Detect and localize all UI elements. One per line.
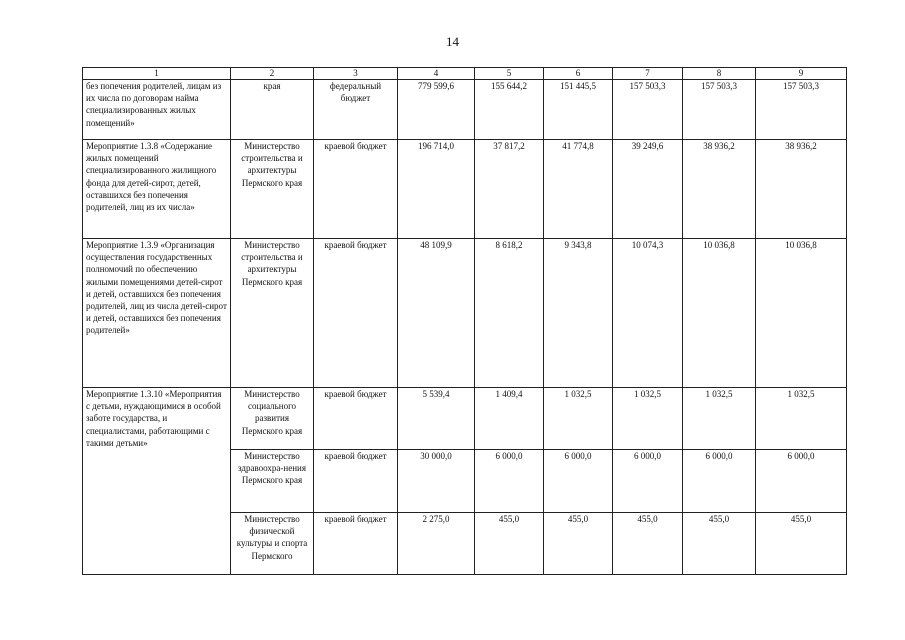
table-row	[83, 80, 847, 140]
source-cell: федеральный бюджет	[314, 80, 398, 140]
header-cell: 3	[314, 68, 398, 80]
executor-cell: края	[231, 80, 314, 140]
value-cell: 48 109,9	[398, 239, 475, 388]
value-cell: 779 599,6	[398, 80, 475, 140]
header-cell: 7	[613, 68, 683, 80]
value-cell: 41 774,8	[544, 140, 613, 239]
value-cell: 8 618,2	[475, 239, 544, 388]
value-cell: 5 539,4	[398, 388, 475, 450]
source-cell: краевой бюджет	[314, 140, 398, 239]
value-cell: 1 032,5	[544, 388, 613, 450]
measure-name-cell: Мероприятие 1.3.10 «Мероприятия с детьми, нуждающимися в особой заботе государства, и специалистами, работающими с такими детьми»	[83, 388, 231, 575]
source-cell: краевой бюджет	[314, 388, 398, 450]
table-row	[83, 388, 847, 450]
value-cell: 1 409,4	[475, 388, 544, 450]
measure-name-cell: Мероприятие 1.3.8 «Содержание жилых помещений специализированного жилищного фонда для детей-сирот, детей, оставшихся без попечения родителей, лиц из их числа»	[83, 140, 231, 239]
value-cell: 6 000,0	[544, 450, 613, 513]
executor-cell: Министерство строительства и архитектуры Пермского края	[231, 239, 314, 388]
value-cell: 6 000,0	[756, 450, 847, 513]
executor-cell: Министерство строительства и архитектуры Пермского края	[231, 140, 314, 239]
header-cell: 8	[683, 68, 756, 80]
value-cell: 151 445,5	[544, 80, 613, 140]
value-cell: 157 503,3	[756, 80, 847, 140]
header-cell: 9	[756, 68, 847, 80]
value-cell: 6 000,0	[475, 450, 544, 513]
value-cell: 39 249,6	[613, 140, 683, 239]
value-cell: 10 036,8	[683, 239, 756, 388]
value-cell: 455,0	[475, 513, 544, 575]
source-cell: краевой бюджет	[314, 450, 398, 513]
value-cell: 455,0	[756, 513, 847, 575]
value-cell: 37 817,2	[475, 140, 544, 239]
header-cell: 1	[83, 68, 231, 80]
measure-name-cell: без попечения родителей, лицам из их числа по договорам найма специализированных жилых помещений»	[83, 80, 231, 140]
value-cell: 1 032,5	[683, 388, 756, 450]
value-cell: 10 074,3	[613, 239, 683, 388]
value-cell: 455,0	[613, 513, 683, 575]
value-cell: 196 714,0	[398, 140, 475, 239]
source-cell: краевой бюджет	[314, 239, 398, 388]
value-cell: 2 275,0	[398, 513, 475, 575]
budget-table	[82, 67, 847, 575]
value-cell: 6 000,0	[613, 450, 683, 513]
source-cell: краевой бюджет	[314, 513, 398, 575]
table-row	[83, 239, 847, 388]
value-cell: 455,0	[544, 513, 613, 575]
value-cell: 155 644,2	[475, 80, 544, 140]
value-cell: 38 936,2	[683, 140, 756, 239]
value-cell: 38 936,2	[756, 140, 847, 239]
table-row	[83, 140, 847, 239]
value-cell: 30 000,0	[398, 450, 475, 513]
value-cell: 157 503,3	[683, 80, 756, 140]
executor-cell: Министерство здравоохра-нения Пермского края	[231, 450, 314, 513]
header-cell: 4	[398, 68, 475, 80]
executor-cell: Министерство физической культуры и спорта Пермского	[231, 513, 314, 575]
value-cell: 6 000,0	[683, 450, 756, 513]
value-cell: 1 032,5	[756, 388, 847, 450]
page-number: 14	[446, 34, 459, 49]
executor-cell: Министерство социального развития Пермского края	[231, 388, 314, 450]
value-cell: 1 032,5	[613, 388, 683, 450]
header-cell: 6	[544, 68, 613, 80]
value-cell: 157 503,3	[613, 80, 683, 140]
header-cell: 5	[475, 68, 544, 80]
value-cell: 9 343,8	[544, 239, 613, 388]
measure-name-cell: Мероприятие 1.3.9 «Организация осуществления государственных полномочий по обеспечению жилыми помещениями детей-сирот и детей, оставшихся без попечения родителей, лиц из числа детей-сирот и детей, оставшихся без попечения родителей»	[83, 239, 231, 388]
header-cell: 2	[231, 68, 314, 80]
value-cell: 455,0	[683, 513, 756, 575]
value-cell: 10 036,8	[756, 239, 847, 388]
header-row	[83, 68, 847, 80]
